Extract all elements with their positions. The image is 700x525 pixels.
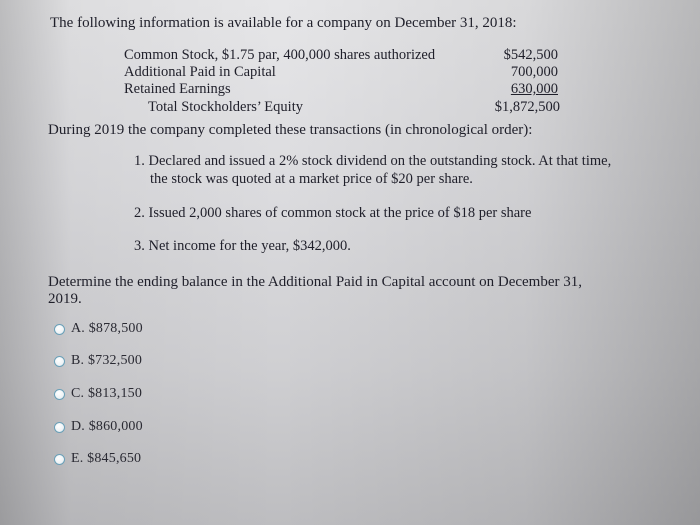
answer-option-label: C. $813,150: [71, 386, 143, 401]
radio-circle-icon[interactable]: [54, 422, 65, 433]
radio-circle-icon[interactable]: [54, 389, 65, 400]
apic-amount: 700,000: [510, 64, 558, 80]
answer-option-label: D. $860,000: [71, 419, 143, 434]
transaction-1-line-1: 1. Declared and issued a 2% stock dividend on the outstanding stock. At that time,: [134, 153, 612, 169]
retained-earnings-label: Retained Earnings: [124, 81, 231, 97]
answer-option-label: E. $845,650: [71, 451, 142, 466]
radio-circle-icon[interactable]: [54, 324, 65, 335]
common-stock-label: Common Stock, $1.75 par, 400,000 shares authorized: [124, 47, 436, 63]
answer-option-b[interactable]: [54, 352, 142, 370]
answer-option-e[interactable]: [54, 450, 141, 468]
retained-earnings-amount: 630,000: [510, 81, 558, 97]
apic-label: Additional Paid in Capital: [124, 64, 276, 80]
transaction-3: 3. Net income for the year, $342,000.: [134, 238, 351, 254]
total-equity-amount: $1,872,500: [494, 99, 560, 115]
common-stock-amount: $542,500: [503, 47, 558, 63]
answer-option-label: A. $878,500: [71, 321, 143, 336]
total-equity-label: Total Stockholders’ Equity: [148, 99, 303, 115]
answer-option-d[interactable]: [54, 418, 143, 436]
radio-circle-icon[interactable]: [54, 454, 65, 465]
answer-option-a[interactable]: [54, 320, 143, 338]
question-line-2: 2019.: [48, 291, 82, 307]
answer-option-label: B. $732,500: [71, 353, 143, 368]
transactions-intro: During 2019 the company completed these transactions (in chronological order):: [48, 122, 533, 138]
answer-option-c[interactable]: [54, 385, 142, 403]
radio-circle-icon[interactable]: [54, 356, 65, 367]
question-line-1: Determine the ending balance in the Additional Paid in Capital account on December 31,: [48, 274, 583, 290]
intro-text: The following information is available for a company on December 31, 2018:: [50, 15, 517, 31]
transaction-2: 2. Issued 2,000 shares of common stock at the price of $18 per share: [134, 205, 532, 221]
transaction-1-line-2: the stock was quoted at a market price of $20 per share.: [150, 171, 473, 187]
